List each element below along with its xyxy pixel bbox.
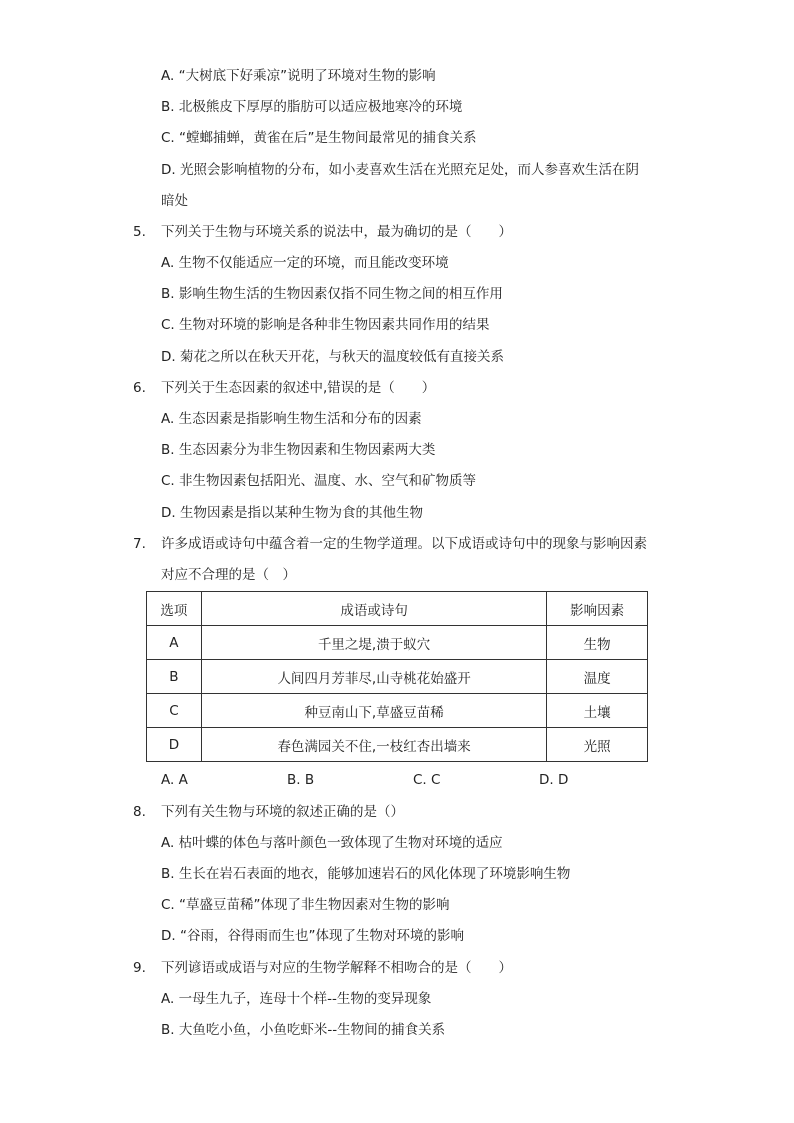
prev-option-b: B. 北极熊皮下厚厚的脂肪可以适应极地寒冷的环境 bbox=[161, 99, 463, 115]
question-8-option-a: A. 枯叶蝶的体色与落叶颜色一致体现了生物对环境的适应 bbox=[161, 835, 503, 851]
prev-option-c: C. “螳螂捕蝉，黄雀在后”是生物间最常见的捕食关系 bbox=[161, 130, 477, 146]
table-cell: 春色满园关不住,一枝红杏出墙来 bbox=[201, 728, 547, 762]
table-cell: B bbox=[147, 660, 202, 694]
table-row bbox=[147, 660, 648, 694]
prev-option-d-continued: 暗处 bbox=[161, 193, 188, 209]
table-cell: 土壤 bbox=[547, 694, 648, 728]
question-9-stem: 下列谚语或成语与对应的生物学解释不相吻合的是（ ） bbox=[161, 960, 512, 976]
table-cell: A bbox=[147, 626, 202, 660]
question-8-stem: 下列有关生物与环境的叙述正确的是（） bbox=[161, 804, 404, 820]
table-cell: 人间四月芳菲尽,山寺桃花始盛开 bbox=[201, 660, 547, 694]
question-6-option-d: D. 生物因素是指以某种生物为食的其他生物 bbox=[161, 505, 423, 521]
table-cell: 生物 bbox=[547, 626, 648, 660]
prev-option-a: A. “大树底下好乘凉”说明了环境对生物的影响 bbox=[161, 68, 436, 84]
question-9-option-a: A. 一母生九子，连母十个样--生物的变异现象 bbox=[161, 991, 432, 1007]
table-cell: 光照 bbox=[547, 728, 648, 762]
question-6-stem: 下列关于生态因素的叙述中,错误的是（ ） bbox=[161, 380, 436, 396]
question-5-option-c: C. 生物对环境的影响是各种非生物因素共同作用的结果 bbox=[161, 317, 490, 333]
question-8-option-c: C. “草盛豆苗稀”体现了非生物因素对生物的影响 bbox=[161, 897, 450, 913]
question-5-stem: 下列关于生物与环境关系的说法中，最为确切的是（ ） bbox=[161, 224, 512, 240]
table-row bbox=[147, 728, 648, 762]
table-header-cell: 影响因素 bbox=[547, 592, 648, 626]
question-7-answer-c: C. C bbox=[413, 772, 441, 788]
question-7-number: 7. bbox=[133, 536, 146, 552]
table-cell: D bbox=[147, 728, 202, 762]
question-8-option-d: D. “谷雨，谷得雨而生也”体现了生物对环境的影响 bbox=[161, 928, 464, 944]
question-7-stem-line-1: 许多成语或诗句中蕴含着一定的生物学道理。以下成语或诗句中的现象与影响因素 bbox=[161, 536, 647, 552]
table-cell: 温度 bbox=[547, 660, 648, 694]
table-cell: 种豆南山下,草盛豆苗稀 bbox=[201, 694, 547, 728]
table-cell: 千里之堤,溃于蚁穴 bbox=[201, 626, 547, 660]
question-8-option-b: B. 生长在岩石表面的地衣，能够加速岩石的风化体现了环境影响生物 bbox=[161, 866, 571, 882]
table-cell: C bbox=[147, 694, 202, 728]
question-8-number: 8. bbox=[133, 804, 146, 820]
question-7-stem-line-2: 对应不合理的是（ ） bbox=[161, 567, 296, 583]
table-header-cell: 成语或诗句 bbox=[201, 592, 547, 626]
question-7-answer-d: D. D bbox=[539, 772, 569, 788]
table-header-row bbox=[147, 592, 648, 626]
question-6-option-b: B. 生态因素分为非生物因素和生物因素两大类 bbox=[161, 442, 436, 458]
question-6-number: 6. bbox=[133, 380, 146, 396]
question-5-option-a: A. 生物不仅能适应一定的环境，而且能改变环境 bbox=[161, 255, 449, 271]
question-6-option-c: C. 非生物因素包括阳光、温度、水、空气和矿物质等 bbox=[161, 473, 477, 489]
table-header-cell: 选项 bbox=[147, 592, 202, 626]
question-5-option-d: D. 菊花之所以在秋天开花，与秋天的温度较低有直接关系 bbox=[161, 349, 504, 365]
table-row bbox=[147, 626, 648, 660]
table-row bbox=[147, 694, 648, 728]
prev-option-d: D. 光照会影响植物的分布，如小麦喜欢生活在光照充足处，而人参喜欢生活在阴 bbox=[161, 162, 639, 178]
question-6-option-a: A. 生态因素是指影响生物生活和分布的因素 bbox=[161, 411, 422, 427]
question-5-number: 5. bbox=[133, 224, 146, 240]
question-7-table bbox=[146, 591, 648, 762]
question-9-number: 9. bbox=[133, 960, 146, 976]
question-9-option-b: B. 大鱼吃小鱼，小鱼吃虾米--生物间的捕食关系 bbox=[161, 1022, 446, 1038]
question-7-answer-b: B. B bbox=[287, 772, 315, 788]
question-5-option-b: B. 影响生物生活的生物因素仅指不同生物之间的相互作用 bbox=[161, 286, 503, 302]
question-7-answer-a: A. A bbox=[161, 772, 188, 788]
